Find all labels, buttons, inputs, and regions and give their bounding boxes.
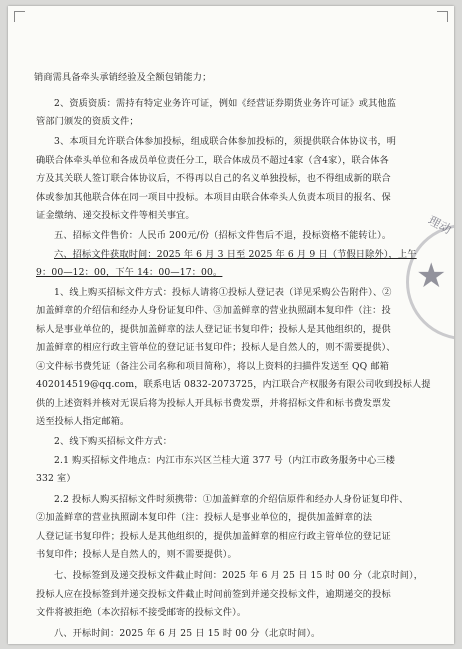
- seal-star-icon: ★: [416, 256, 447, 296]
- text-line: 文件将被拒绝（本次招标不接受邮寄的投标文件）。: [36, 607, 247, 618]
- text-line: 销商需具备牵头承销经验及全额包销能力；: [34, 72, 212, 83]
- document-page: [8, 6, 454, 644]
- text-line: 证金缴纳、递交投标文件等相关事宜。: [36, 210, 195, 221]
- seal-text: 理动: [425, 213, 454, 237]
- text-line: 七、投标签到及递交投标文件截止时间：2025 年 6 月 25 日 15 时 00 分（北京时间），: [54, 570, 424, 581]
- text-line: 方及其关联人签订联合体协议后，不得再以自己的名义单独投标，也不得组成新的联合: [36, 173, 391, 184]
- crop-mark-top-right: [437, 11, 448, 22]
- text-line: 人登记证书复印件；投标人是其他组织的，提供加盖鲜章的相应行政主管单位的登记证: [36, 531, 391, 542]
- text-line: ②加盖鲜章的营业执照副本复印件（注：投标人是事业单位的，提供加盖鲜章的法: [36, 512, 373, 523]
- text-line: 9：00—12：00，下午 14：00—17：00。: [36, 267, 223, 278]
- text-line: 402014519@qq.com，联系电话 0832-2073725，内江联合产权服务有限公司收到投标人提: [36, 379, 431, 390]
- text-line: 投标人应在投标签到并递交投标文件截止时间前签到并递交投标文件，逾期递交的投标: [36, 589, 391, 600]
- text-line: 1、线上购买招标文件方式：投标人请将①投标人登记表（详见采购公告附件）、②: [54, 287, 392, 298]
- text-line: 2、资质资质：需持有特定业务许可证，例如《经营证券期货业务许可证》或其他监: [54, 98, 397, 109]
- text-line: 书复印件；投标人是自然人的，则不需要提供）。: [36, 549, 237, 560]
- text-line: 管部门颁发的资质文件；: [36, 116, 139, 127]
- text-line: 2、线下购买招标文件方式：: [54, 436, 173, 447]
- text-line: 加盖鲜章的相应行政主管单位的登记证书复印件；投标人是自然人的，则不需要提供）、: [36, 342, 396, 353]
- text-line: 八、开标时间：2025 年 6 月 25 日 15 时 00 分（北京时间）。: [54, 628, 321, 639]
- text-line: 332 室）: [36, 473, 76, 484]
- text-line: 3、本项目允许联合体参加投标，组成联合体参加投标的，须提供联合体协议书，明: [54, 136, 397, 147]
- text-line: 供的上述资料并核对无误后将为投标人开具标书费发票，并将招标文件和标书费发票发: [36, 398, 391, 409]
- text-line: 五、招标文件售价：人民币 200元/份（招标文件售后不退，投标资格不能转让）。: [54, 230, 392, 241]
- text-line: 标人是事业单位的，提供加盖鲜章的法人登记证书复印件；投标人是其他组织的，提供: [36, 324, 391, 335]
- crop-mark-top-left: [14, 11, 25, 22]
- text-line: 送至投标人指定邮箱。: [36, 416, 130, 427]
- text-line: 确联合体牵头单位和各成员单位责任分工，联合体成员不超过4家（含4家），联合体各: [36, 155, 389, 166]
- text-line: 2.1 购买招标文件地点：内江市东兴区兰桂大道 377 号（内江市政务服务中心三楼: [54, 455, 396, 466]
- text-line: 2.2 投标人购买招标文件时须携带：①加盖鲜章的介绍信原件和经办人身份证复印件、: [54, 494, 409, 505]
- text-line: ④文件标书费凭证（备注公司名称和项目简称），将以上资料的扫描件发送至 QQ 邮箱: [36, 361, 390, 372]
- text-line: 六、招标文件获取时间：2025 年 6 月 3 日至 2025 年 6 月 9 日（节假日除外），上午: [54, 249, 417, 260]
- text-line: 体或参加其他联合体在同一项目中投标。本项目由联合体牵头人负责本项目的报名、保: [36, 192, 391, 203]
- text-line: 加盖鲜章的介绍信和经办人身份证复印件、③加盖鲜章的营业执照副本复印件（注：投: [36, 305, 391, 316]
